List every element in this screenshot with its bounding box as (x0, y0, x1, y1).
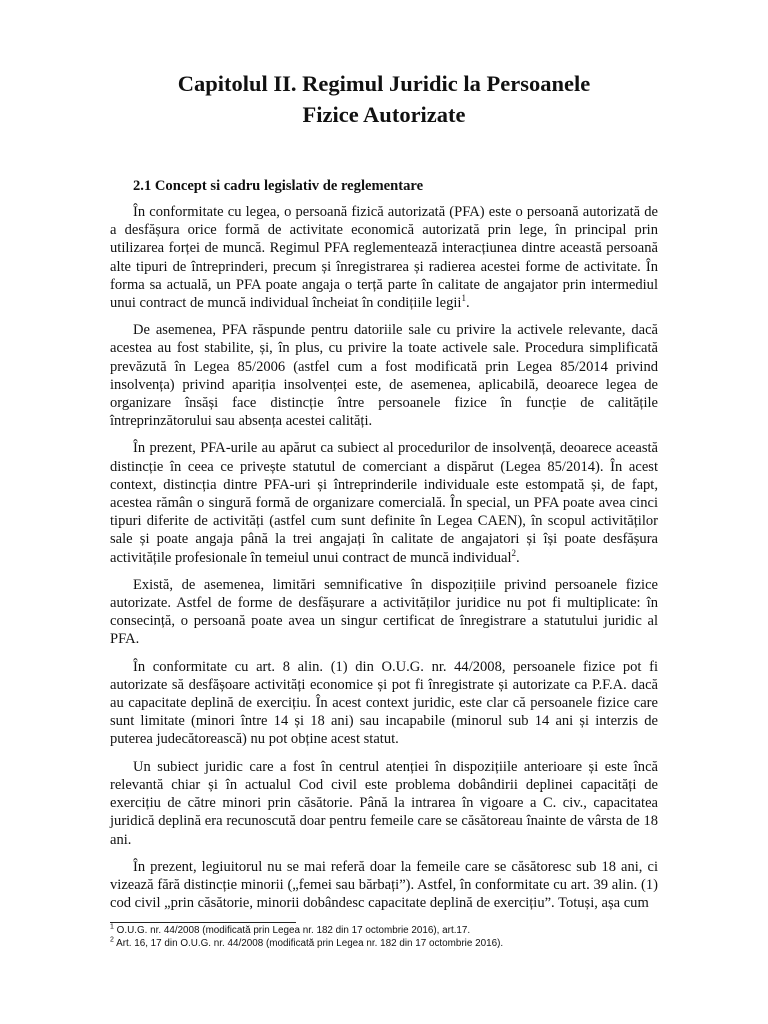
paragraph-text: În prezent, PFA-urile au apărut ca subiect al procedurilor de insolvență, deoarece această distincție în ceea ce privește statutul de comerciant a dispărut (Legea 85/2014). În acest context, distincția dintre PFA-uri și întreprinderile individuale este estompată și, de fapt, acestea rămân o singură formă de organizare comercială. În special, un PFA poate avea cinci tipuri diferite de activități (astfel cum sunt definite în Legea CAEN), în scopul activităților sale și poate angaja până la trei angajați în calitate de angajatori și își poate desfășura activitățile profesionale în temeiul unui contract de muncă individual (110, 440, 658, 566)
paragraph-4 (110, 576, 658, 649)
footnote-ref-1: 1 (461, 293, 466, 304)
footnote-text: Art. 16, 17 din O.U.G. nr. 44/2008 (modificată prin Legea nr. 182 din 17 octombrie 2016). (113, 938, 504, 949)
paragraph-3 (110, 439, 658, 566)
paragraph-tail: . (465, 295, 470, 312)
footnote-2 (110, 937, 658, 950)
paragraph-text: În conformitate cu art. 8 alin. (1) din O.U.G. nr. 44/2008, persoanele fizice pot fi autorizate să desfășoare activități economice și pot fi înregistrate și autorizate ca P.F.A. dacă au capacitate deplină de exercițiu. În acest context juridic, este clar că persoanele fizice care sunt limitate (minori între 14 și 18 ani) sau incapabile (minorul sub 14 ani și interzis de puterea judecătorească) nu pot obține acest statut. (110, 658, 658, 748)
paragraph-text: În conformitate cu legea, o persoană fizică autorizată (PFA) este o persoană autorizată de a desfășura orice formă de activitate economică autorizată prin lege, în principal prin utilizarea forței de muncă. Regimul PFA reglementează interacțiunea dintre această persoană alte tipuri de întreprinderi, precum și înregistrarea și radierea acestei forme de activitate. În forma sa actuală, un PFA poate angaja o terță parte în calitate de angajator prin intermediul unui contract de muncă individual încheiat în condițiile legii (110, 204, 658, 312)
paragraph-1 (110, 203, 658, 312)
body-text (110, 203, 658, 912)
footnotes (110, 924, 658, 950)
footnote-ref-2: 2 (511, 547, 517, 558)
paragraph-5 (110, 658, 658, 749)
paragraph-6 (110, 758, 658, 849)
footnote-mark: 1 (110, 923, 114, 931)
footnote-mark: 2 (110, 936, 114, 944)
chapter-title-line-2: Fizice Autorizate (302, 102, 466, 127)
paragraph-text: Un subiect juridic care a fost în centrul atenției în dispozițiile anterioare și este încă relevantă chiar și în actualul Cod civil este problema dobândirii deplinei capacități de exercițiu de către minori prin căsătorie. Până la intrarea în vigoare a C. civ., capacitatea juridică deplină era recunoscută doar pentru femeile care se căsătoreau înainte de vârsta de 18 ani. (110, 758, 658, 848)
footnote-separator (110, 922, 296, 923)
footnote-text: O.U.G. nr. 44/2008 (modificată prin Legea nr. 182 din 17 octombrie 2016), art.17. (113, 925, 471, 936)
section-heading: 2.1 Concept si cadru legislativ de reglementare (133, 178, 424, 194)
paragraph-text: În prezent, legiuitorul nu se mai referă doar la femeile care se căsătoresc sub 18 ani, ci vizează fără distincție minorii („femei sau bărbați”). Astfel, în conformitate cu art. 39 alin. (1) cod civil „prin căsătorie, minorii dobândesc capacitate deplină de exercițiu”. Totuși, așa cum (110, 858, 658, 912)
footnote-1 (110, 924, 658, 937)
paragraph-text: De asemenea, PFA răspunde pentru datoriile sale cu privire la activele relevante, dacă acestea au fost stabilite, și, în plus, cu privire la toate activele sale. Procedura simplificată prevăzută în Legea 85/2006 (astfel cum a fost modificată prin Legea 85/2014 privind insolvența) privind apariția insolvenței este, de asemenea, aplicabilă, deoarece legea de organizare însăși face distincție între persoanele fizice în funcție de calitățile întreprinzătorului sau absența acestei calități. (110, 322, 658, 430)
paragraph-text: Există, de asemenea, limitări semnificative în dispozițiile privind persoanele fizice autorizate. Astfel de forme de desfășurare a activităților juridice nu pot fi multiplicate: în consecință, o persoană poate avea un singur certificat de înregistrare a statutului juridic al PFA. (110, 576, 658, 648)
chapter-title-line-1: Capitolul II. Regimul Juridic la Persoanele (177, 71, 591, 96)
paragraph-tail: . (516, 549, 520, 566)
paragraph-2 (110, 321, 658, 430)
paragraph-7 (110, 858, 658, 913)
chapter-title (110, 68, 658, 130)
